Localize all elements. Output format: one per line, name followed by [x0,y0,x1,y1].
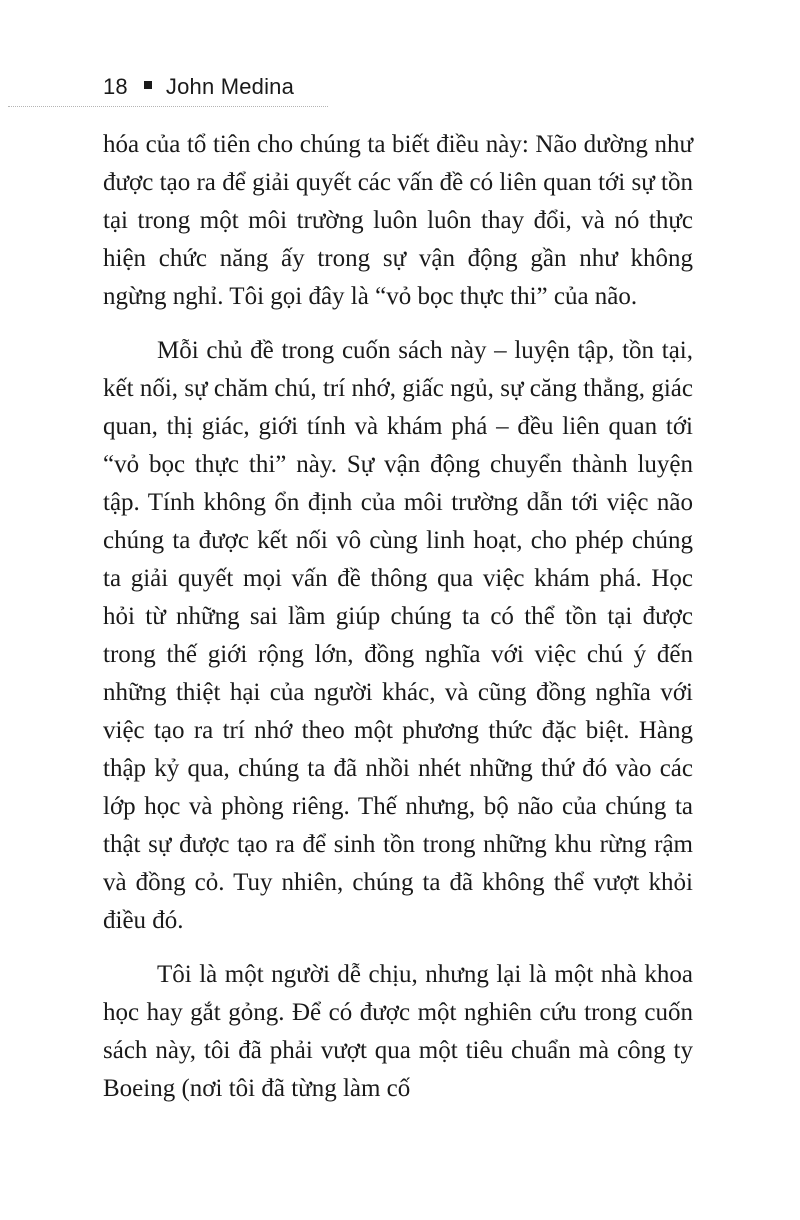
running-header [103,70,294,104]
paragraph-1: hóa của tổ tiên cho chúng ta biết điều này: Não dường như được tạo ra để giải quyết các vấn đề có liên quan tới sự tồn tại trong một môi trường luôn luôn thay đổi, và nó thực hiện chức năng ấy trong sự vận động gần như không ngừng nghỉ. Tôi gọi đây là “vỏ bọc thực thi” của não. [103,131,693,310]
body-text [103,126,693,1124]
square-bullet-icon [144,81,152,89]
page-number: 18 [103,74,128,99]
author-name: John Medina [165,74,295,99]
paragraph-2: Mỗi chủ đề trong cuốn sách này – luyện tập, tồn tại, kết nối, sự chăm chú, trí nhớ, giấc ngủ, sự căng thẳng, giác quan, thị giác, giới tính và khám phá – đều liên quan tới “vỏ bọc thực thi” này. Sự vận động chuyển thành luyện tập. Tính không ổn định của môi trường dẫn tới việc não chúng ta được kết nối vô cùng linh hoạt, cho phép chúng ta giải quyết mọi vấn đề thông qua việc khám phá. Học hỏi từ những sai lầm giúp chúng ta có thể tồn tại được trong thế giới rộng lớn, đồng nghĩa với việc chú ý đến những thiệt hại của người khác, và cũng đồng nghĩa với việc tạo ra trí nhớ theo một phương thức đặc biệt. Hàng thập kỷ qua, chúng ta đã nhồi nhét những thứ đó vào các lớp học và phòng riêng. Thế nhưng, bộ não của chúng ta thật sự được tạo ra để sinh tồn trong những khu rừng rậm và đồng cỏ. Tuy nhiên, chúng ta đã không thể vượt khỏi điều đó. [103,337,693,934]
paragraph-3: Tôi là một người dễ chịu, nhưng lại là một nhà khoa học hay gắt gỏng. Để có được một nghiên cứu trong cuốn sách này, tôi đã phải vượt qua một tiêu chuẩn mà công ty Boeing (nơi tôi đã từng làm cố [103,961,693,1102]
header-dotted-rule [8,106,328,107]
